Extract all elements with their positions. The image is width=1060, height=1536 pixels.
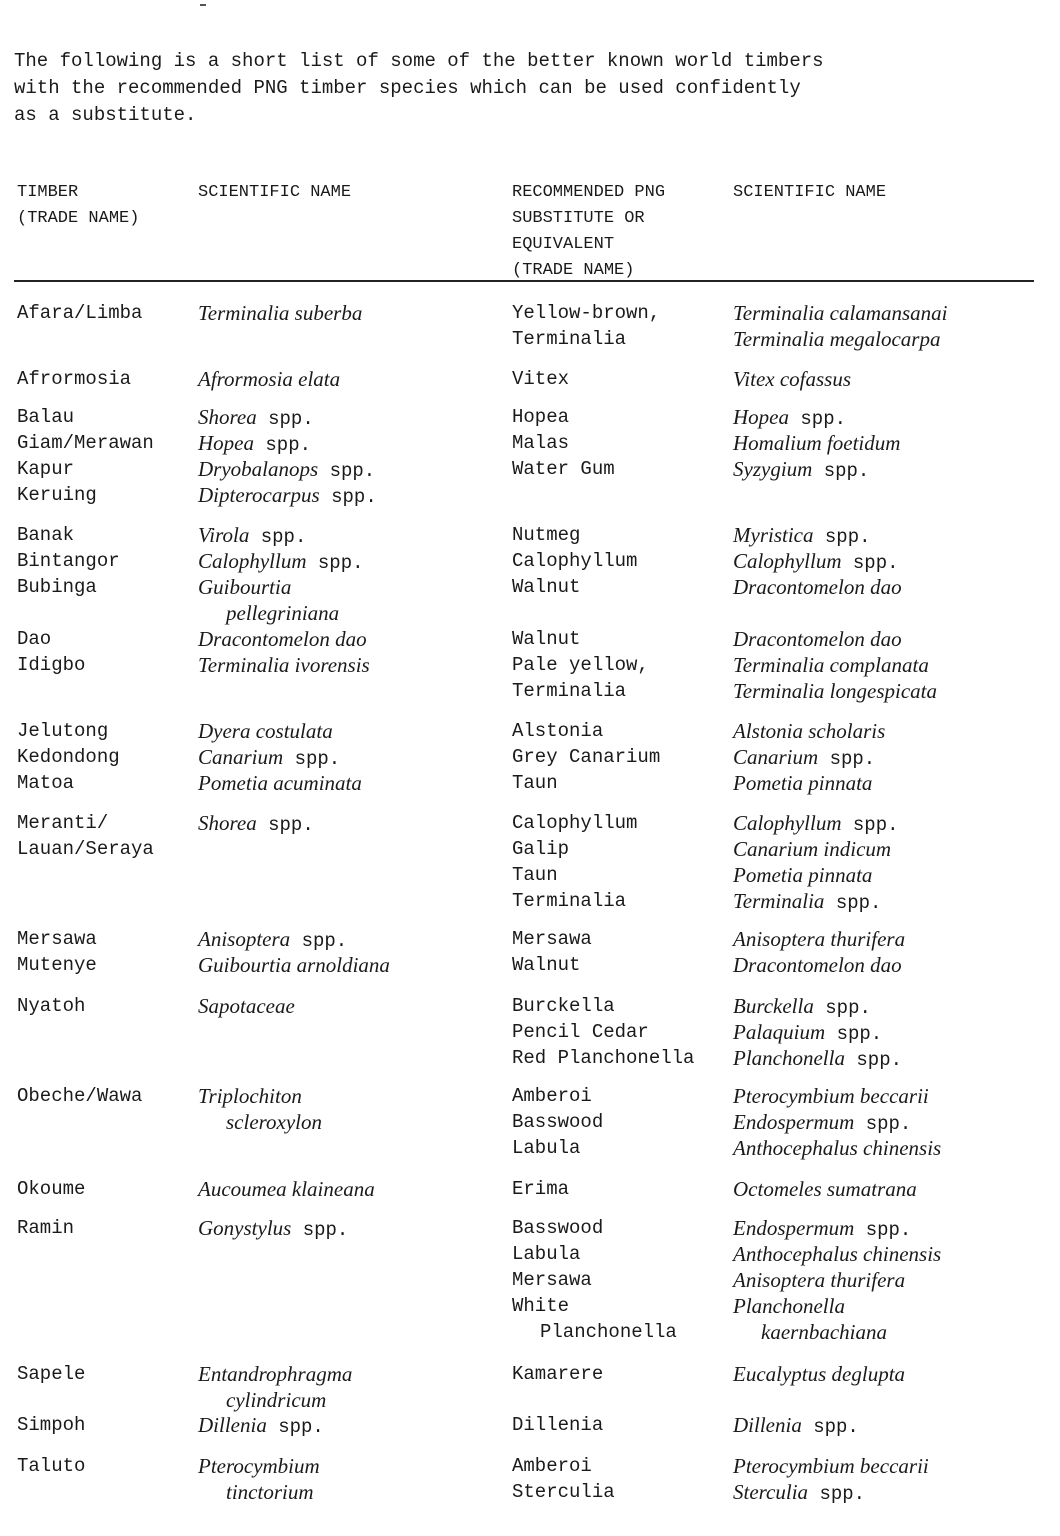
scientific-name-cell [198, 404, 377, 508]
scientific-name [198, 993, 295, 1019]
substitute-scientific-name [733, 1361, 905, 1387]
trade-name: Kapur [17, 458, 75, 480]
scientific-name-cell [198, 926, 390, 978]
trade-name: Okoume [17, 1178, 86, 1200]
scientific-name [198, 1412, 324, 1438]
latin-name: Pometia acuminata [198, 771, 362, 795]
substitute-scientific-name [733, 862, 899, 888]
header-rule [14, 280, 1034, 282]
scientific-name-cell [198, 1361, 352, 1413]
intro-paragraph: The following is a short list of some of the better known world timbers with the recommended PNG timber species which can be used confidently as a substitute. [14, 50, 824, 126]
png-substitute: Grey Canarium [512, 746, 661, 768]
substitute-scientific-name-cell [733, 1361, 905, 1387]
scientific-name [198, 1479, 320, 1505]
trade-name-cell [17, 1412, 85, 1438]
latin-name: Canarium [198, 745, 284, 769]
trade-name-cell [17, 626, 85, 678]
png-substitute: Vitex [512, 368, 570, 390]
trade-name: Idigbo [17, 654, 86, 676]
png-substitute: Amberoi [512, 1085, 592, 1107]
latin-name: Virola [198, 523, 250, 547]
trade-name-cell [17, 1453, 85, 1479]
substitute-scientific-name-cell [733, 366, 851, 392]
trade-name-cell [17, 926, 97, 978]
latin-name: Pometia pinnata [733, 863, 873, 887]
substitute-scientific-name [733, 326, 948, 352]
substitute-scientific-name [733, 1267, 941, 1293]
trade-name: Matoa [17, 772, 75, 794]
scientific-name [198, 926, 390, 952]
scientific-name-cell [198, 626, 370, 678]
trade-name-cell [17, 993, 85, 1019]
latin-name: Aucoumea klaineana [198, 1177, 375, 1201]
scientific-name [198, 366, 340, 392]
latin-name: Planchonella [733, 1294, 845, 1318]
latin-name: Shorea [198, 405, 257, 429]
trade-name: Banak [17, 524, 75, 546]
png-substitute-cell [512, 1361, 603, 1387]
substitute-scientific-name [733, 888, 899, 914]
latin-name: Pterocymbium beccarii [733, 1084, 929, 1108]
png-substitute: Red Planchonella [512, 1047, 695, 1069]
scientific-name-cell [198, 1176, 375, 1202]
png-substitute: Dillenia [512, 1414, 604, 1436]
png-substitute: Alstonia [512, 720, 604, 742]
latin-name: Dillenia [198, 1413, 267, 1437]
latin-name: Anthocephalus chinensis [733, 1242, 942, 1266]
scientific-name [198, 952, 390, 978]
png-substitute-cell [512, 993, 694, 1071]
latin-name: Canarium indicum [733, 837, 892, 861]
species-abbrev: spp. [813, 526, 871, 548]
latin-name: Sapotaceae [198, 994, 295, 1018]
species-abbrev: spp. [844, 1049, 902, 1071]
latin-name: Calophyllum [198, 549, 307, 573]
latin-name: Syzygium [733, 457, 813, 481]
latin-name: Octomeles sumatrana [733, 1177, 917, 1201]
latin-name: tinctorium [226, 1480, 314, 1504]
latin-name: Afrormosia elata [198, 367, 341, 391]
png-substitute: Burckella [512, 995, 615, 1017]
species-abbrev: spp. [283, 748, 341, 770]
png-substitute: Taun [512, 864, 558, 886]
png-substitute-cell [512, 404, 615, 482]
trade-name-cell [17, 522, 120, 600]
trade-name: Bintangor [17, 550, 120, 572]
substitute-scientific-name-cell [733, 926, 905, 978]
png-substitute: Planchonella [540, 1321, 677, 1343]
substitute-scientific-name [733, 744, 885, 770]
latin-name: pellegriniana [226, 601, 340, 625]
substitute-scientific-name-cell [733, 993, 902, 1071]
png-substitute-cell [512, 626, 649, 704]
trade-name: Jelutong [17, 720, 109, 742]
png-substitute-cell [512, 300, 660, 352]
substitute-scientific-name [733, 836, 899, 862]
trade-name: Keruing [17, 484, 97, 506]
png-substitute: Terminalia [512, 680, 627, 702]
latin-name: Anisoptera thurifera [733, 927, 906, 951]
latin-name: Shorea [198, 811, 257, 835]
trade-name-cell [17, 1215, 74, 1241]
latin-name: Pterocymbium beccarii [733, 1454, 929, 1478]
scientific-name [198, 810, 314, 836]
latin-name: Hopea [198, 431, 254, 455]
png-substitute: Terminalia [512, 890, 627, 912]
species-abbrev: spp. [841, 814, 899, 836]
substitute-scientific-name-cell [733, 300, 948, 352]
latin-name: Hopea [733, 405, 789, 429]
substitute-scientific-name-cell [733, 810, 899, 914]
png-substitute: Taun [512, 772, 558, 794]
png-substitute: Kamarere [512, 1363, 604, 1385]
species-abbrev: spp. [318, 460, 376, 482]
latin-name: Dyera costulata [198, 719, 333, 743]
trade-name-cell [17, 300, 142, 326]
substitute-scientific-name [733, 366, 851, 392]
latin-name: Dracontomelon dao [198, 627, 367, 651]
trade-name: Balau [17, 406, 75, 428]
latin-name: Pterocymbium [198, 1454, 320, 1478]
latin-name: Triplochiton [198, 1084, 302, 1108]
scientific-name [198, 1109, 322, 1135]
trade-name-cell [17, 1176, 85, 1202]
trade-name: Kedondong [17, 746, 120, 768]
substitute-scientific-name [733, 1215, 941, 1241]
scientific-name [198, 522, 364, 548]
png-substitute: Basswood [512, 1217, 604, 1239]
latin-name: Guibourtia arnoldiana [198, 953, 390, 977]
trade-name: Meranti/ [17, 812, 109, 834]
scientific-name-cell [198, 810, 314, 836]
png-substitute: Malas [512, 432, 570, 454]
substitute-scientific-name-cell [733, 1083, 941, 1161]
trade-name: Ramin [17, 1217, 75, 1239]
header-png-substitute: RECOMMENDED PNG SUBSTITUTE OR EQUIVALENT (TRADE NAME) [512, 183, 666, 280]
latin-name: Anthocephalus chinensis [733, 1136, 942, 1160]
png-substitute: Pale yellow, [512, 654, 649, 676]
latin-name: Vitex cofassus [733, 367, 852, 391]
latin-name: Dryobalanops [198, 457, 319, 481]
substitute-scientific-name-cell [733, 626, 937, 704]
latin-name: Planchonella [733, 1046, 845, 1070]
latin-name: Homalium foetidum [733, 431, 901, 455]
latin-name: Terminalia calamansanai [733, 301, 948, 325]
species-abbrev: spp. [813, 997, 871, 1019]
latin-name: Terminalia ivorensis [198, 653, 370, 677]
species-abbrev: spp. [808, 1483, 866, 1505]
scientific-name [198, 482, 377, 508]
substitute-scientific-name [733, 300, 948, 326]
trade-name: Nyatoh [17, 995, 86, 1017]
scientific-name-cell [198, 1412, 324, 1438]
species-abbrev: spp. [266, 1416, 324, 1438]
trade-name-cell [17, 1083, 142, 1109]
species-abbrev: spp. [306, 552, 364, 574]
scientific-name [198, 652, 370, 678]
substitute-scientific-name [733, 952, 905, 978]
latin-name: Terminalia [733, 889, 825, 913]
scientific-name-cell [198, 300, 362, 326]
scan-mark [200, 4, 206, 6]
trade-name: Obeche/Wawa [17, 1085, 143, 1107]
substitute-scientific-name [733, 456, 900, 482]
png-substitute-cell [512, 1176, 569, 1202]
trade-name: Giam/Merawan [17, 432, 154, 454]
substitute-scientific-name-cell [733, 1176, 917, 1202]
png-substitute: Mersawa [512, 1269, 592, 1291]
scientific-name-cell [198, 366, 340, 392]
species-abbrev: spp. [256, 408, 314, 430]
trade-name: Bubinga [17, 576, 97, 598]
species-abbrev: spp. [841, 552, 899, 574]
png-substitute: Pencil Cedar [512, 1021, 649, 1043]
substitute-scientific-name-cell [733, 718, 885, 796]
substitute-scientific-name [733, 574, 902, 600]
latin-name: scleroxylon [226, 1110, 323, 1134]
png-substitute-cell [512, 718, 660, 796]
scientific-name [198, 574, 364, 600]
species-abbrev: spp. [290, 930, 348, 952]
trade-name-cell [17, 404, 154, 508]
png-substitute: Yellow-brown, [512, 302, 661, 324]
latin-name: Gonystylus [198, 1216, 292, 1240]
scientific-name-cell [198, 1215, 348, 1241]
png-substitute-cell [512, 1215, 677, 1345]
species-abbrev: spp. [291, 1219, 349, 1241]
latin-name: Dracontomelon dao [733, 575, 902, 599]
png-substitute-cell [512, 366, 569, 392]
trade-name: Mersawa [17, 928, 97, 950]
latin-name: Calophyllum [733, 549, 842, 573]
png-substitute: Labula [512, 1243, 581, 1265]
substitute-scientific-name-cell [733, 1453, 929, 1505]
png-substitute: Nutmeg [512, 524, 581, 546]
scientific-name [198, 456, 377, 482]
latin-name: Canarium [733, 745, 819, 769]
png-substitute-cell [512, 1453, 615, 1505]
png-substitute: Calophyllum [512, 812, 638, 834]
substitute-scientific-name [733, 1135, 941, 1161]
scientific-name [198, 300, 362, 326]
substitute-scientific-name [733, 652, 937, 678]
scientific-name [198, 404, 377, 430]
latin-name: Palaquium [733, 1020, 826, 1044]
trade-name-cell [17, 1361, 85, 1387]
substitute-scientific-name [733, 430, 900, 456]
species-abbrev: spp. [256, 814, 314, 836]
scientific-name [198, 548, 364, 574]
trade-name: Lauan/Seraya [17, 838, 154, 860]
trade-name: Dao [17, 628, 52, 650]
substitute-scientific-name [733, 1479, 929, 1505]
trade-name: Afrormosia [17, 368, 132, 390]
scientific-name [198, 744, 362, 770]
scientific-name [198, 626, 370, 652]
species-abbrev: spp. [854, 1219, 912, 1241]
substitute-scientific-name [733, 1176, 917, 1202]
latin-name: Guibourtia [198, 575, 292, 599]
latin-name: Endospermum [733, 1110, 855, 1134]
species-abbrev: spp. [254, 434, 312, 456]
png-substitute: Sterculia [512, 1481, 615, 1503]
substitute-scientific-name [733, 993, 902, 1019]
species-abbrev: spp. [818, 748, 876, 770]
png-substitute: Erima [512, 1178, 570, 1200]
latin-name: Sterculia [733, 1480, 809, 1504]
header-scientific-name: SCIENTIFIC NAME [198, 183, 352, 202]
png-substitute-cell [512, 522, 637, 600]
substitute-scientific-name [733, 1083, 941, 1109]
scientific-name [198, 600, 364, 626]
trade-name: Taluto [17, 1455, 86, 1477]
png-substitute: Walnut [512, 576, 581, 598]
trade-name-cell [17, 718, 120, 796]
substitute-scientific-name [733, 548, 902, 574]
scientific-name-cell [198, 522, 364, 626]
png-substitute: Terminalia [512, 328, 627, 350]
scientific-name-cell [198, 1453, 320, 1505]
scientific-name [198, 1215, 348, 1241]
scientific-name [198, 770, 362, 796]
substitute-scientific-name [733, 1293, 941, 1319]
substitute-scientific-name [733, 810, 899, 836]
latin-name: Terminalia longespicata [733, 679, 937, 703]
species-abbrev: spp. [825, 1023, 883, 1045]
substitute-scientific-name [733, 1412, 859, 1438]
png-substitute: Basswood [512, 1111, 604, 1133]
species-abbrev: spp. [824, 892, 882, 914]
latin-name: Terminalia complanata [733, 653, 929, 677]
substitute-scientific-name [733, 626, 937, 652]
substitute-scientific-name [733, 1045, 902, 1071]
png-substitute: Galip [512, 838, 570, 860]
latin-name: kaernbachiana [761, 1320, 887, 1344]
latin-name: Alstonia scholaris [733, 719, 886, 743]
species-abbrev: spp. [249, 526, 307, 548]
scientific-name [198, 430, 377, 456]
png-substitute-cell [512, 1083, 603, 1161]
latin-name: cylindricum [226, 1388, 327, 1412]
png-substitute: Walnut [512, 954, 581, 976]
trade-name: Afara/Limba [17, 302, 143, 324]
png-substitute: Hopea [512, 406, 570, 428]
latin-name: Calophyllum [733, 811, 842, 835]
scientific-name [198, 718, 362, 744]
substitute-scientific-name-cell [733, 1412, 859, 1438]
latin-name: Endospermum [733, 1216, 855, 1240]
trade-name: Mutenye [17, 954, 97, 976]
latin-name: Dipterocarpus [198, 483, 320, 507]
substitute-scientific-name [733, 1241, 941, 1267]
species-abbrev: spp. [789, 408, 847, 430]
png-substitute-cell [512, 1412, 603, 1438]
scientific-name [198, 1453, 320, 1479]
substitute-scientific-name [733, 522, 902, 548]
png-substitute: Calophyllum [512, 550, 638, 572]
png-substitute-cell [512, 810, 637, 914]
trade-name: Sapele [17, 1363, 86, 1385]
latin-name: Pometia pinnata [733, 771, 873, 795]
substitute-scientific-name [733, 1319, 941, 1345]
substitute-scientific-name [733, 770, 885, 796]
substitute-scientific-name [733, 718, 885, 744]
trade-name: Simpoh [17, 1414, 86, 1436]
trade-name-cell [17, 366, 131, 392]
scientific-name-cell [198, 1083, 322, 1135]
trade-name-cell [17, 810, 154, 862]
latin-name: Entandrophragma [198, 1362, 353, 1386]
scientific-name [198, 1387, 352, 1413]
latin-name: Terminalia suberba [198, 301, 363, 325]
latin-name: Anisoptera [198, 927, 291, 951]
substitute-scientific-name [733, 404, 900, 430]
png-substitute: Walnut [512, 628, 581, 650]
latin-name: Burckella [733, 994, 814, 1018]
scientific-name [198, 1361, 352, 1387]
species-abbrev: spp. [319, 486, 377, 508]
header-timber-trade-name: TIMBER (TRADE NAME) [17, 183, 140, 228]
substitute-scientific-name-cell [733, 404, 900, 482]
substitute-scientific-name [733, 678, 937, 704]
substitute-scientific-name-cell [733, 522, 902, 600]
scientific-name-cell [198, 718, 362, 796]
png-substitute: Labula [512, 1137, 581, 1159]
substitute-scientific-name [733, 1019, 902, 1045]
png-substitute: Amberoi [512, 1455, 592, 1477]
species-abbrev: spp. [854, 1113, 912, 1135]
species-abbrev: spp. [801, 1416, 859, 1438]
latin-name: Terminalia megalocarpa [733, 327, 941, 351]
latin-name: Eucalyptus deglupta [733, 1362, 906, 1386]
substitute-scientific-name-cell [733, 1215, 941, 1345]
header-substitute-scientific-name: SCIENTIFIC NAME [733, 183, 887, 202]
png-substitute: Water Gum [512, 458, 615, 480]
scientific-name [198, 1176, 375, 1202]
latin-name: Dillenia [733, 1413, 802, 1437]
scientific-name [198, 1083, 322, 1109]
species-abbrev: spp. [812, 460, 870, 482]
latin-name: Myristica [733, 523, 814, 547]
png-substitute: White [512, 1295, 570, 1317]
substitute-scientific-name [733, 1109, 941, 1135]
latin-name: Dracontomelon dao [733, 627, 902, 651]
substitute-scientific-name [733, 926, 905, 952]
png-substitute-cell [512, 926, 592, 978]
latin-name: Dracontomelon dao [733, 953, 902, 977]
scientific-name-cell [198, 993, 295, 1019]
png-substitute: Mersawa [512, 928, 592, 950]
substitute-scientific-name [733, 1453, 929, 1479]
latin-name: Anisoptera thurifera [733, 1268, 906, 1292]
